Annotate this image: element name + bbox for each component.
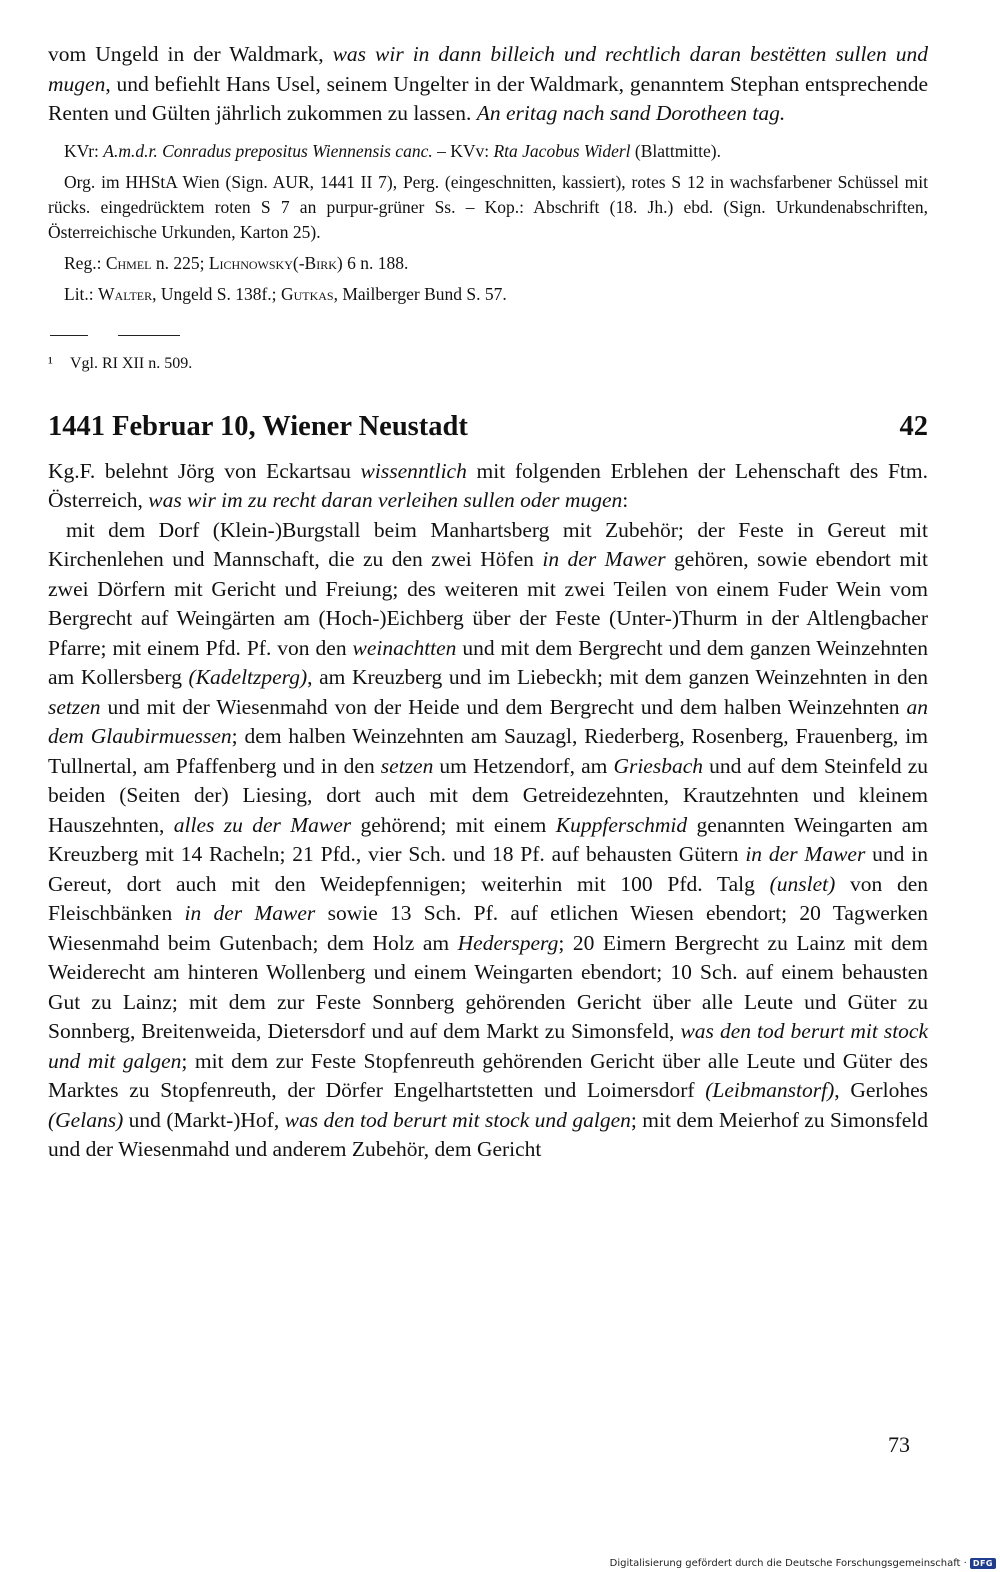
main-para2-segment: Griesbach [613, 753, 704, 778]
footnote-separator [48, 315, 928, 349]
main-para2-segment: (Kadeltzperg) [188, 665, 308, 689]
main-para2-segment: um Hetzendorf, am [433, 753, 614, 778]
main-para2-segment: weinachtten [352, 635, 457, 660]
main-para2-segment: sowie 13 Sch. Pf. auf etlichen Wiesen ebendort; 20 Tagwerken Wiesenmahd beim Gutenbach; dem Holz am [48, 901, 929, 955]
kvr-line-segment: – KVv: [432, 140, 494, 161]
lit-line-segment: Gutkas [280, 283, 334, 304]
main-para2-segment: Kuppferschmid [555, 812, 688, 837]
org-line-segment: Org. im HHStA Wien (Sign. AUR, 1441 II 7), Perg. (eingeschnitten, kassiert), rotes S 12 in wachsfarbener Schüssel mit rücks. eingedrücktem roten S 7 an purpur-grüner Ss. – Kop.: Abschrift (18. Jh.) ebd. (Sign. Urkundenabschriften, Österreichische Urkunden, Karton 25). [48, 171, 928, 242]
regest-body [48, 516, 928, 1165]
footnote-mark: ¹ [48, 354, 53, 372]
main-para2-segment: setzen [380, 753, 434, 778]
main-para2-segment: alles zu der Mawer [173, 812, 352, 837]
main-para2-segment: in der Mawer [184, 901, 316, 925]
main-para2-segment: gehören, sowie ebendort mit zwei Dörfern mit Gericht und Freiung; des weiteren mit zwei Teilen von einem Fuder Wein vom Bergrecht auf Weingärten am (Hoch-)Eichberg über der Feste (Unter-)Thurm in der Altlengbacher Pfarre; mit einem Pfd. Pf. von den [48, 547, 929, 660]
main-para2-segment: Hedersperg [457, 930, 559, 955]
regesten-reference [48, 251, 928, 276]
main-para2-segment: in der Mawer [542, 547, 666, 571]
ueberlieferung [48, 170, 928, 245]
dfg-logo: DFG [970, 1558, 996, 1569]
main-para1-segment: wissenntlich [360, 458, 467, 483]
main-para2-segment: von den Fleischbänken [48, 871, 928, 925]
kanzleivermerk [48, 139, 928, 164]
main-para1-segment: was wir im zu recht daran verleihen sullen oder mugen [148, 488, 623, 512]
main-para2-segment: ; dem halben Weinzehnten am Sauzagl, Riederberg, Rosenberg, Frauenberg, im Tullnertal, am Pfaffenberg und in den [48, 724, 928, 778]
main-para2-segment: genannten Weingarten am Kreuzberg mit 14 Racheln; 21 Pfd., vier Sch. und 18 Pf. auf behausten Gütern [48, 812, 929, 866]
main-para2-segment: , am Kreuzberg und im Liebeckh; mit dem ganzen Weinzehnten in den [307, 665, 929, 689]
kvr-line-segment: A.m.d.r. Conradus prepositus Wiennensis canc. [103, 140, 433, 161]
main-para2-segment: , Gerlohes [834, 1078, 928, 1102]
separator-rule-long [118, 335, 180, 336]
reg-line-segment: Lichnowsky(-Birk) [208, 252, 343, 273]
lit-line-segment: Lit.: [64, 283, 99, 304]
top-para-segment: An eritag nach sand Dorotheen tag. [476, 101, 786, 125]
lit-line-segment: , Ungeld S. 138f.; [152, 283, 281, 304]
reg-line-segment: n. 225; [151, 252, 209, 273]
document-heading [48, 409, 928, 445]
heading-date-place: 1441 Februar 10, Wiener Neustadt [48, 410, 468, 442]
reg-line-segment: Chmel [105, 252, 152, 273]
main-para2-segment: und (Markt-)Hof, [123, 1107, 285, 1132]
credit-text: Digitalisierung gefördert durch die Deutsche Forschungsgemeinschaft · [609, 1558, 967, 1569]
separator-rule-short [50, 335, 88, 336]
lit-line-segment: Walter [98, 283, 153, 304]
main-para2-segment: setzen [48, 694, 101, 719]
main-para2-segment: mit dem Dorf (Klein-)Burgstall beim Manhartsberg mit Zubehör; der Feste in Gereut mit Kirchenlehen und Mannschaft, die zu den zwei Höfen [48, 517, 928, 571]
main-para2-segment: an dem Glaubirmuessen [48, 694, 928, 748]
page-number: 73 [888, 1432, 910, 1457]
main-para2-segment: ; mit dem Meierhof zu Simonsfeld und der Wiesenmahd und anderem Zubehör, dem Gericht [48, 1107, 928, 1161]
regest-intro [48, 457, 928, 516]
main-para2-segment: und mit dem Bergrecht und dem ganzen Weinzehnten am Kollersberg [48, 635, 928, 689]
main-para2-segment: (unslet) [769, 871, 836, 896]
kvr-line-segment: Rta Jacobus Widerl [493, 140, 631, 161]
main-para1-segment: Kg.F. belehnt Jörg von Eckartsau [48, 458, 361, 483]
top-para-segment: vom Ungeld in der Waldmark, [48, 42, 333, 66]
main-para2-segment: (Gelans) [48, 1107, 124, 1132]
main-para1-segment: mit folgenden Erblehen der Lehenschaft des Ftm. Österreich, [48, 458, 928, 512]
reg-line-segment: 6 n. 188. [342, 252, 409, 273]
main-para2-segment: und in Gereut, dort auch mit den Weidepfennigen; weiterhin mit 100 Pfd. Talg [48, 842, 928, 896]
top-para-segment: , und befiehlt Hans Usel, seinem Ungelter in der Waldmark, genanntem Stephan entsprechende Renten und Gülten jährlich zukommen zu lassen. [48, 71, 928, 125]
main-para1-segment: : [622, 488, 629, 512]
main-para2-segment: was den tod berurt mit stock und mit galgen [48, 1019, 929, 1073]
heading-number: 42 [899, 410, 928, 442]
reg-line-segment: Reg.: [64, 252, 106, 273]
main-para2-segment: gehörend; mit einem [351, 812, 556, 837]
top-para-segment: was wir in dann billeich und rechtlich daran bestëtten sullen und mugen [48, 42, 928, 96]
main-para2-segment: ; mit dem zur Feste Stopfenreuth gehörenden Gericht über alle Leute und Güter des Marktes zu Stopfenreuth, der Dörfer Engelhartstetten und Loimersdorf [48, 1048, 928, 1102]
main-para2-segment: ; 20 Eimern Bergrecht zu Lainz mit dem Weiderecht am hinteren Wollenberg und einem Weingarten ebendort; 10 Sch. auf einem behausten Gut zu Lainz; mit dem zur Feste Sonnberg gehörenden Gericht über alle Leute und Güter zu Sonnberg, Breitenweida, Dietersdorf und auf dem Markt zu Simonsfeld, [48, 930, 928, 1043]
footnote-text: Vgl. RI XII n. 509. [70, 354, 193, 372]
main-para2-segment: (Leibmanstorf) [705, 1078, 835, 1102]
literatur-reference [48, 282, 928, 307]
footnote [48, 353, 928, 375]
main-para2-segment: was den tod berurt mit stock und galgen [284, 1107, 631, 1132]
digitization-credit [610, 1558, 996, 1569]
main-para2-segment: und auf dem Steinfeld zu beiden (Seiten der) Liesing, dort auch mit dem Getreidezehnten, Krautzehnten und kleinem Hauszehnten, [48, 753, 928, 837]
main-para2-segment: und mit der Wiesenmahd von der Heide und dem Bergrecht und dem halben Weinzehnten [100, 694, 907, 719]
document-page [48, 40, 928, 1165]
lit-line-segment: , Mailberger Bund S. 57. [333, 283, 507, 304]
kvr-line-segment: KVr: [64, 140, 104, 161]
kvr-line-segment: (Blattmitte). [630, 140, 721, 161]
regest-continuation [48, 40, 928, 129]
main-para2-segment: in der Mawer [745, 842, 866, 866]
